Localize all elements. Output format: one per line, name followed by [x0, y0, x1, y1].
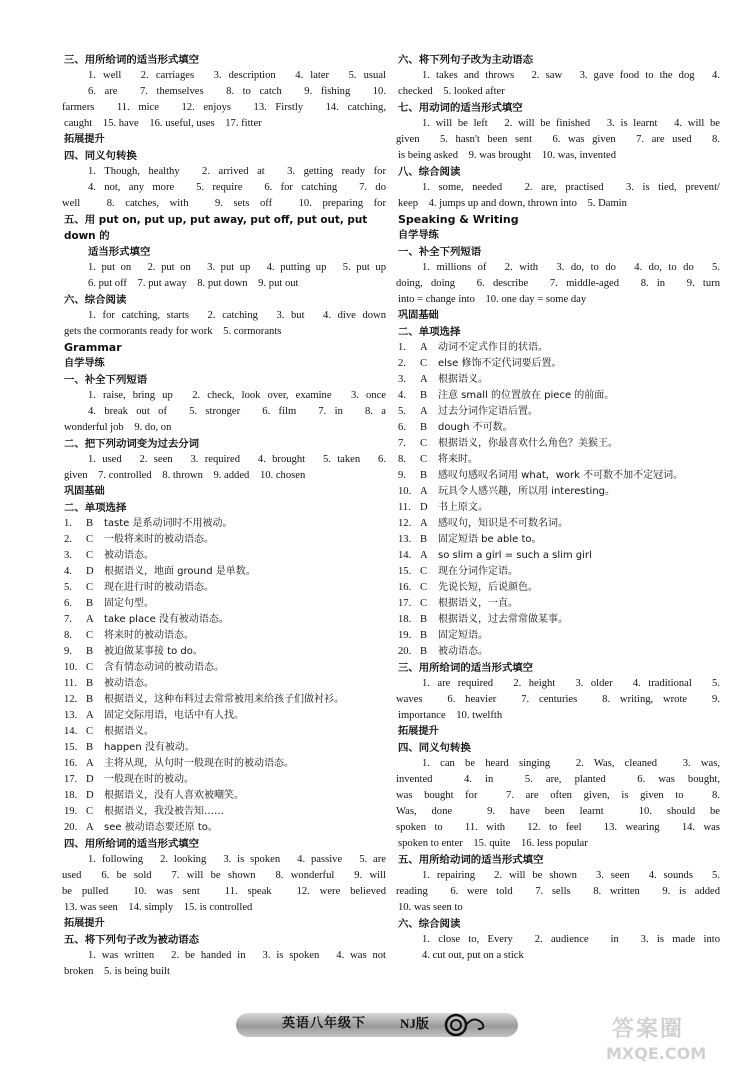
section-heading: 六、综合阅读	[64, 294, 127, 306]
answer-line: 1. will be left 2. will be finished 3. is learnt 4. will be	[422, 118, 720, 129]
answer-letter: B	[420, 534, 428, 545]
question-number: 6.	[64, 598, 72, 609]
answer-line: 1. takes and throws 2. saw 3. gave food to the dog 4.	[422, 70, 720, 81]
answer-explanation: 主将从现，从句时一般现在时的被动语态。	[104, 758, 294, 769]
question-number: 3.	[398, 374, 406, 385]
question-number: 17.	[64, 774, 78, 785]
question-number: 15.	[398, 566, 412, 577]
choice-answer	[64, 692, 386, 708]
answer-explanation: 被动语态。	[104, 678, 154, 689]
section-heading: 二、把下列动词变为过去分词	[64, 438, 200, 450]
answer-line: 1. well 2. carriages 3. description 4. later 5. usual	[88, 70, 386, 81]
answer-explanation: 注意 small 的位置放在 piece 的前面。	[438, 390, 615, 401]
section-heading: 二、单项选择	[64, 502, 127, 514]
question-number: 5.	[64, 582, 72, 593]
question-number: 14.	[64, 726, 78, 737]
answer-explanation: 先说长短，后说颜色。	[438, 582, 538, 593]
answer-letter: C	[86, 806, 94, 817]
answer-explanation: 将来时的被动语态。	[104, 630, 194, 641]
answer-line: 1. close to, Every 2. audience in 3. is made into	[422, 934, 720, 945]
answer-line: given 7. controlled 8. thrown 9. added 10. chosen	[64, 470, 306, 481]
answer-letter: C	[420, 454, 428, 465]
section-heading: 五、将下列句子改为被动语态	[64, 934, 200, 946]
answer-line: keep 4. jumps up and down, thrown into 5. Damin	[398, 198, 627, 209]
answer-letter: B	[86, 694, 94, 705]
page-footer	[236, 1013, 518, 1037]
answer-explanation: 现在进行时的被动语态。	[104, 582, 214, 593]
answer-letter: C	[420, 582, 428, 593]
answer-letter: A	[420, 342, 428, 353]
answer-line: spoken to enter 15. quite 16. less popular	[398, 838, 588, 849]
choice-answer	[64, 532, 386, 548]
answer-explanation: so slim a girl = such a slim girl	[438, 550, 592, 561]
section-heading: 一、补全下列短语	[398, 246, 482, 258]
answer-line: 10. was seen to	[398, 902, 463, 913]
choice-answer	[398, 436, 720, 452]
question-number: 16.	[398, 582, 412, 593]
answer-explanation: 含有情态动词的被动语态。	[104, 662, 224, 673]
left-column	[64, 52, 386, 980]
choice-answer	[64, 580, 386, 596]
subsection-label: 拓展提升	[398, 726, 439, 737]
answer-explanation: happen 没有被动。	[104, 742, 195, 753]
choice-answer	[64, 612, 386, 628]
section-heading: 一、补全下列短语	[64, 374, 148, 386]
answer-line: well 8. catches, with 9. sets off 10. preparing for	[62, 198, 386, 209]
question-number: 18.	[398, 614, 412, 625]
answer-explanation: 根据语义，你最喜欢什么角色？美猴王。	[438, 438, 618, 449]
answer-explanation: 书上原文。	[438, 502, 488, 513]
question-number: 13.	[64, 710, 78, 721]
answer-letter: C	[86, 726, 94, 737]
answer-line: was bought for 7. are often given, is given to 8.	[396, 790, 720, 801]
choice-answer	[398, 532, 720, 548]
choice-answer	[398, 500, 720, 516]
answer-explanation: take place 没有被动语态。	[104, 614, 229, 625]
answer-explanation: 根据语义。	[104, 726, 154, 737]
subsection-label: 拓展提升	[64, 134, 105, 145]
choice-answer	[398, 388, 720, 404]
choice-answer	[398, 420, 720, 436]
answer-explanation: taste 是系动词时不用被动。	[104, 518, 233, 529]
answer-explanation: 固定短语 be able to。	[438, 534, 542, 545]
answer-explanation: 根据语义，我没被告知……	[104, 806, 224, 817]
choice-answer	[398, 516, 720, 532]
answer-explanation: else 修饰不定代词要后置。	[438, 358, 562, 369]
question-number: 7.	[64, 614, 72, 625]
answer-line: checked 5. looked after	[398, 86, 505, 97]
choice-answer	[64, 772, 386, 788]
answer-explanation: 固定句型。	[104, 598, 154, 609]
answer-explanation: 过去分词作定语后置。	[438, 406, 538, 417]
answer-explanation: 动词不定式作目的状语。	[438, 342, 548, 353]
section-heading: 四、同义句转换	[398, 742, 471, 754]
choice-answer	[398, 372, 720, 388]
answer-line: spoken to 11. with 12. to feel 13. wearing 14. was	[396, 822, 720, 833]
answer-letter: B	[420, 646, 428, 657]
question-number: 20.	[398, 646, 412, 657]
answer-explanation: 被动语态。	[438, 646, 488, 657]
question-number: 9.	[398, 470, 406, 481]
answer-letter: C	[86, 662, 94, 673]
answer-letter: C	[420, 358, 428, 369]
answer-line: used 6. be sold 7. will be shown 8. wonderful 9. will	[62, 870, 386, 881]
answer-line: 1. put on 2. put on 3. put up 4. putting up 5. put up	[88, 262, 386, 273]
answer-explanation: 感叹句感叹名词用 what，work 不可数不加不定冠词。	[438, 470, 684, 481]
choice-answer	[398, 644, 720, 660]
unit-heading: Speaking & Writing	[398, 213, 519, 226]
subsection-label: 自学导练	[64, 358, 105, 369]
answer-line: doing, doing 6. describe 7. middle-aged 8. in 9. turn	[396, 278, 720, 289]
choice-answer	[64, 516, 386, 532]
subsection-label: 巩固基础	[64, 486, 105, 497]
answer-line: broken 5. is being built	[64, 966, 170, 977]
answer-letter: A	[86, 758, 94, 769]
answer-letter: B	[420, 614, 428, 625]
question-number: 17.	[398, 598, 412, 609]
question-number: 18.	[64, 790, 78, 801]
answer-letter: B	[420, 630, 428, 641]
answer-line: importance 10. twelfth	[398, 710, 503, 721]
answer-line: gets the cormorants ready for work 5. cormorants	[64, 326, 282, 337]
answer-line: invented 4. in 5. are, planted 6. was bought,	[396, 774, 720, 785]
answer-line: wonderful job 9. do, on	[64, 422, 172, 433]
choice-answer	[398, 628, 720, 644]
answer-line: 6. put off 7. put away 8. put down 9. put out	[88, 278, 299, 289]
choice-answer	[398, 564, 720, 580]
answer-letter: A	[420, 550, 428, 561]
question-number: 8.	[398, 454, 406, 465]
choice-answer	[398, 484, 720, 500]
answer-line: waves 6. heavier 7. centuries 8. writing, wrote 9.	[396, 694, 720, 705]
choice-answer	[398, 612, 720, 628]
answer-explanation: 固定短语。	[438, 630, 488, 641]
section-heading: 六、综合阅读	[398, 918, 461, 930]
choice-answer	[398, 356, 720, 372]
answer-line: 1. millions of 2. with 3. do, to do 4. do, to do 5.	[422, 262, 720, 273]
choice-answer	[64, 564, 386, 580]
answer-explanation: 将来时。	[438, 454, 478, 465]
answer-explanation: 感叹句，知识是不可数名词。	[438, 518, 568, 529]
section-heading: 八、综合阅读	[398, 166, 461, 178]
answer-letter: B	[420, 390, 428, 401]
section-heading: 适当形式填空	[88, 246, 151, 258]
answer-letter: C	[86, 630, 94, 641]
answer-letter: A	[420, 374, 428, 385]
answer-letter: A	[420, 518, 428, 529]
answer-letter: A	[86, 614, 94, 625]
question-number: 14.	[398, 550, 412, 561]
answer-explanation: 玩具令人感兴趣，所以用 interesting。	[438, 486, 616, 497]
choice-answer	[398, 580, 720, 596]
choice-answer	[64, 804, 386, 820]
choice-answer	[398, 404, 720, 420]
answer-explanation: 被迫做某事接 to do。	[104, 646, 203, 657]
answer-line: 4. cut out, put on a stick	[422, 950, 524, 961]
answer-line: is being asked 9. was brought 10. was, invented	[398, 150, 617, 161]
answer-line: given 5. hasn't been sent 6. was given 7. are used 8.	[396, 134, 720, 145]
answer-line: farmers 11. mice 12. enjoys 13. Firstly 14. catching,	[62, 102, 386, 113]
choice-answer	[64, 676, 386, 692]
answer-letter: A	[86, 822, 94, 833]
answer-explanation: 固定交际用语，电话中有人找。	[104, 710, 244, 721]
answer-line: caught 15. have 16. useful, uses 17. fitter	[64, 118, 262, 129]
answer-letter: C	[86, 550, 94, 561]
answer-line: 13. was seen 14. simply 15. is controlled	[64, 902, 253, 913]
question-number: 4.	[64, 566, 72, 577]
answer-letter: A	[420, 406, 428, 417]
answer-line: be pulled 10. was sent 11. speak 12. were believed	[62, 886, 386, 897]
question-number: 12.	[64, 694, 78, 705]
section-heading: 四、用所给词的适当形式填空	[64, 838, 200, 850]
answer-letter: C	[420, 438, 428, 449]
watermark	[604, 1017, 744, 1063]
answer-line: 1. was written 2. be handed in 3. is spoken 4. was not	[88, 950, 386, 961]
question-number: 12.	[398, 518, 412, 529]
answer-letter: B	[420, 422, 428, 433]
question-number: 20.	[64, 822, 78, 833]
question-number: 13.	[398, 534, 412, 545]
question-number: 1.	[64, 518, 72, 529]
answer-letter: D	[86, 790, 94, 801]
answer-line: 1. repairing 2. will be shown 3. seen 4. sounds 5.	[422, 870, 720, 881]
answer-line: 1. following 2. looking 3. is spoken 4. passive 5. are	[88, 854, 386, 865]
answer-letter: C	[420, 566, 428, 577]
question-number: 11.	[398, 502, 411, 513]
answer-letter: A	[86, 710, 94, 721]
section-heading: 五、用 put on, put up, put away, put off, put out, put down 的	[64, 214, 368, 242]
section-heading: 五、用所给动词的适当形式填空	[398, 854, 544, 866]
answer-line: 1. are required 2. height 3. older 4. traditional 5.	[422, 678, 720, 689]
answer-line: 1. raise, bring up 2. check, look over, examine 3. once	[88, 390, 386, 401]
choice-answer	[398, 596, 720, 612]
question-number: 19.	[64, 806, 78, 817]
answer-letter: A	[420, 486, 428, 497]
answer-explanation: 根据语义，过去常常做某事。	[438, 614, 568, 625]
answer-letter: B	[86, 646, 94, 657]
question-number: 8.	[64, 630, 72, 641]
question-number: 2.	[64, 534, 72, 545]
question-number: 6.	[398, 422, 406, 433]
answer-line: reading 6. were told 7. sells 8. written 9. is added	[396, 886, 720, 897]
answer-explanation: 根据语义。	[438, 374, 488, 385]
choice-answer	[64, 740, 386, 756]
answer-explanation: 根据语义，地面 ground 是单数。	[104, 566, 256, 577]
right-column	[398, 52, 720, 964]
choice-answer	[64, 596, 386, 612]
answer-explanation: 一般现在时的被动。	[104, 774, 194, 785]
question-number: 4.	[398, 390, 406, 401]
question-number: 3.	[64, 550, 72, 561]
answer-letter: B	[86, 598, 94, 609]
unit-heading: Grammar	[64, 341, 122, 354]
answer-line: 4. not, any more 5. require 6. for catching 7. do	[88, 182, 386, 193]
answer-explanation: 根据语义，没有人喜欢被嘲笑。	[104, 790, 244, 801]
choice-answer	[64, 708, 386, 724]
section-heading: 七、用动词的适当形式填空	[398, 102, 523, 114]
answer-letter: C	[420, 598, 428, 609]
question-number: 10.	[398, 486, 412, 497]
question-number: 5.	[398, 406, 406, 417]
footer-edition: NJ版	[400, 1016, 429, 1031]
answer-letter: C	[86, 582, 94, 593]
question-number: 15.	[64, 742, 78, 753]
question-number: 16.	[64, 758, 78, 769]
answer-explanation: 一般将来时的被动语态。	[104, 534, 214, 545]
choice-answer	[398, 452, 720, 468]
subsection-label: 巩固基础	[398, 310, 439, 321]
answer-letter: D	[86, 774, 94, 785]
answer-line: 1. Though, healthy 2. arrived at 3. getting ready for	[88, 166, 386, 177]
choice-answer	[64, 548, 386, 564]
question-number: 7.	[398, 438, 406, 449]
choice-answer	[64, 820, 386, 836]
choice-answer	[398, 340, 720, 356]
answer-letter: B	[86, 678, 94, 689]
footer-title: 英语八年级下	[282, 1016, 367, 1031]
answer-letter: B	[420, 470, 428, 481]
answer-explanation: dough 不可数。	[438, 422, 513, 433]
question-number: 10.	[64, 662, 78, 673]
watermark-url: MXQE.COM	[606, 1044, 707, 1063]
answer-line: 6. are 7. themselves 8. to catch 9. fishing 10.	[88, 86, 386, 97]
choice-answer	[64, 660, 386, 676]
answer-line: into = change into 10. one day = some day	[398, 294, 587, 305]
question-number: 2.	[398, 358, 406, 369]
subsection-label: 拓展提升	[64, 918, 105, 929]
answer-explanation: 根据语义，一直。	[438, 598, 518, 609]
swirl-ornament-icon	[444, 1013, 488, 1037]
question-number: 11.	[64, 678, 77, 689]
choice-answer	[64, 628, 386, 644]
answer-line: 1. can be heard singing 2. Was, cleaned 3. was,	[422, 758, 720, 769]
answer-line: Was, done 9. have been learnt 10. should be	[396, 806, 720, 817]
answer-line: 1. some, needed 2. are, practised 3. is tied, prevent/	[422, 182, 720, 193]
section-heading: 三、用所给词的适当形式填空	[64, 54, 200, 66]
choice-answer	[398, 468, 720, 484]
watermark-cn: 答案圈	[612, 1017, 685, 1042]
answer-line: 1. used 2. seen 3. required 4. brought 5. taken 6.	[88, 454, 386, 465]
answer-explanation: 现在分词作定语。	[438, 566, 518, 577]
section-heading: 二、单项选择	[398, 326, 461, 338]
answer-line: 4. break out of 5. stronger 6. film 7. in 8. a	[88, 406, 386, 417]
answer-letter: D	[86, 566, 94, 577]
section-heading: 四、同义句转换	[64, 150, 137, 162]
section-heading: 六、将下列句子改为主动语态	[398, 54, 534, 66]
question-number: 9.	[64, 646, 72, 657]
choice-answer	[64, 756, 386, 772]
choice-answer	[64, 724, 386, 740]
answer-letter: B	[86, 742, 94, 753]
question-number: 1.	[398, 342, 406, 353]
answer-letter: B	[86, 518, 94, 529]
section-heading: 三、用所给词的适当形式填空	[398, 662, 534, 674]
answer-explanation: see 被动语态要还原 to。	[104, 822, 218, 833]
subsection-label: 自学导练	[398, 230, 439, 241]
choice-answer	[64, 644, 386, 660]
answer-line: 1. for catching, starts 2. catching 3. but 4. dive down	[88, 310, 386, 321]
answer-explanation: 被动语态。	[104, 550, 154, 561]
answer-letter: C	[86, 534, 94, 545]
answer-letter: D	[420, 502, 428, 513]
question-number: 19.	[398, 630, 412, 641]
choice-answer	[398, 548, 720, 564]
answer-explanation: 根据语义，这种布料过去常常被用来给孩子们做衬衫。	[104, 694, 344, 705]
choice-answer	[64, 788, 386, 804]
